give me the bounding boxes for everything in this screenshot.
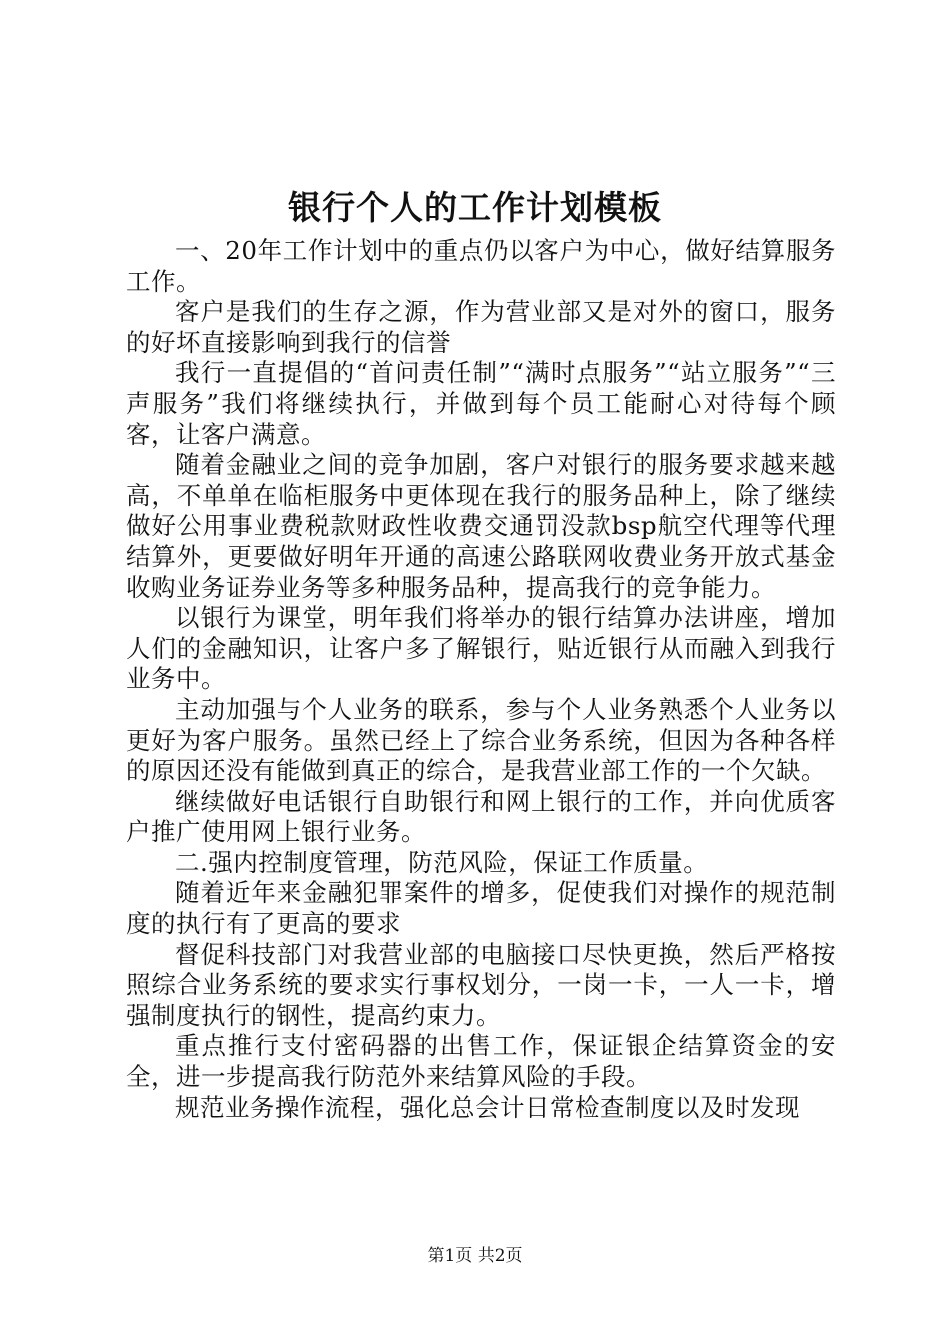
paragraph-1: 一、20年工作计划中的重点仍以客户为中心，做好结算服务工作。 — [126, 236, 836, 296]
paragraph-7: 继续做好电话银行自助银行和网上银行的工作，并向优质客户推广使用网上银行业务。 — [126, 786, 836, 847]
paragraph-3: 我行一直提倡的“首问责任制”“满时点服务”“站立服务”“三声服务”我们将继续执行，并做到每个员工能耐心对待每个顾客，让客户满意。 — [126, 358, 836, 449]
document-title: 银行个人的工作计划模板 — [288, 188, 662, 227]
page-number-footer: 第1页 共2页 — [427, 1246, 523, 1266]
paragraph-12: 规范业务操作流程，强化总会计日常检查制度以及时发现 — [175, 1092, 800, 1122]
section-heading-2: 二.强内控制度管理，防范风险，保证工作质量。 — [175, 847, 709, 877]
paragraph-2: 客户是我们的生存之源，作为营业部又是对外的窗口，服务的好坏直接影响到我行的信誉 — [126, 297, 836, 357]
paragraph-4: 随着金融业之间的竞争加剧，客户对银行的服务要求越来越高，不单单在临柜服务中更体现在我行的服务品种上，除了继续做好公用事业费税款财政性收费交通罚没款bsp航空代理等代理结算外，更要做好明年开通的高速公路联网收费业务开放式基金收购业务证券业务等多种服务品种，提高我行的竞争能力。 — [126, 450, 836, 602]
paragraph-5: 以银行为课堂，明年我们将举办的银行结算办法讲座，增加人们的金融知识，让客户多了解银行，贴近银行从而融入到我行业务中。 — [126, 603, 836, 694]
paragraph-9: 随着近年来金融犯罪案件的增多，促使我们对操作的规范制度的执行有了更高的要求 — [126, 878, 836, 939]
document-body — [126, 236, 836, 1123]
paragraph-11: 重点推行支付密码器的出售工作，保证银企结算资金的安全，进一步提高我行防范外来结算风险的手段。 — [126, 1031, 836, 1092]
paragraph-6: 主动加强与个人业务的联系，参与个人业务熟悉个人业务以更好为客户服务。虽然已经上了综合业务系统，但因为各种各样的原因还没有能做到真正的综合，是我营业部工作的一个欠缺。 — [126, 694, 836, 786]
paragraph-10: 督促科技部门对我营业部的电脑接口尽快更换，然后严格按照综合业务系统的要求实行事权划分，一岗一卡，一人一卡，增强制度执行的钢性，提高约束力。 — [126, 939, 836, 1030]
